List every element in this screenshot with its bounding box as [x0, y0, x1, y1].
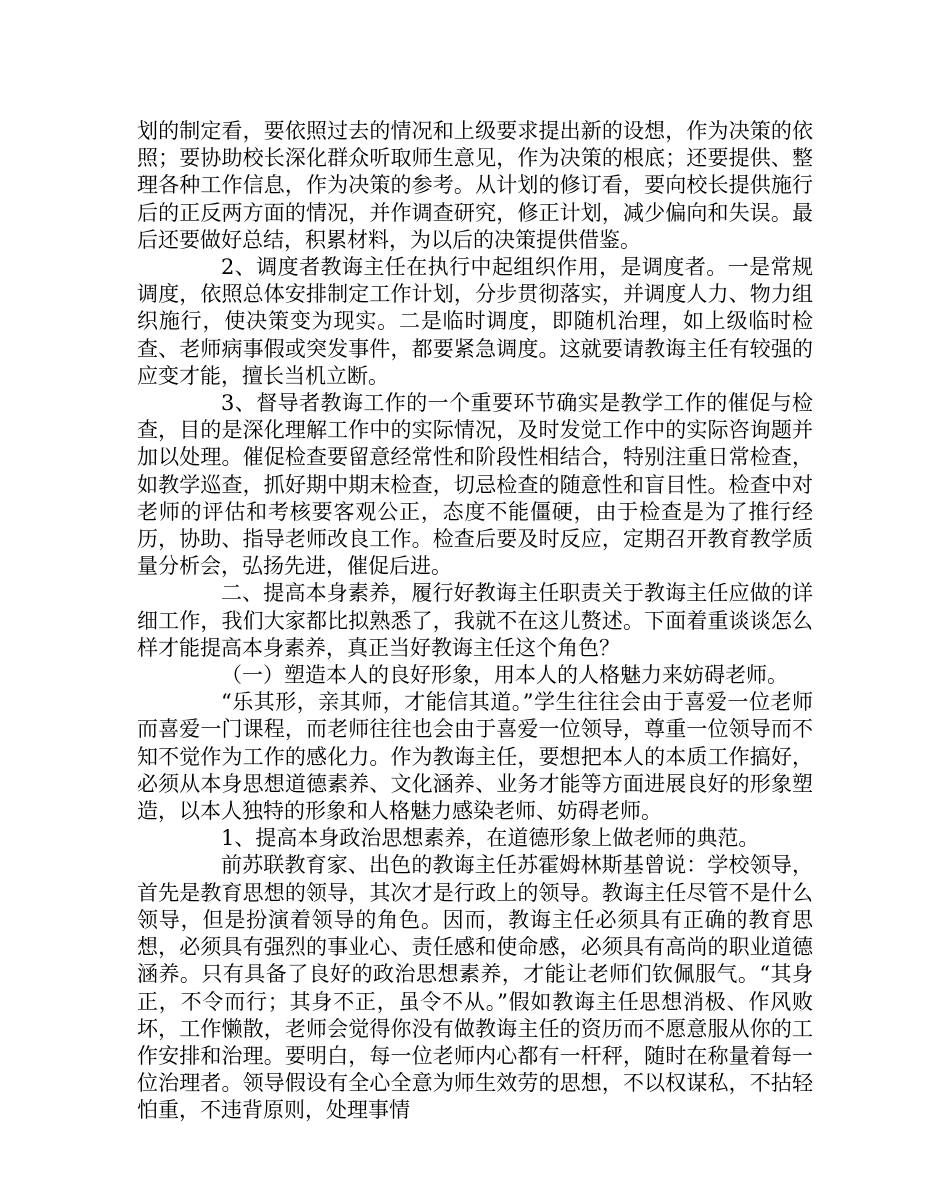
- subsection-heading: 1、提高本身政治思想素养，在道德形象上做老师的典范。: [221, 826, 760, 851]
- paragraph-2: 2、调度者教诲主任在执行中起组织作用，是调度者。一是常规调度，依照总体安排制定工作计划，分步贯彻落实，并调度人力、物力组织施行，使决策变为现实。二是临时调度，即随机治理，如上级临时检查、老师病事假或突发事件，都要紧急调度。这就要请教诲主任有较强的应变才能，擅长当机立断。: [137, 255, 813, 388]
- document-page: [137, 118, 813, 1125]
- paragraph-6: 前苏联教育家、出色的教诲主任苏霍姆林斯基曾说：学校领导，首先是教育思想的领导，其次才是行政上的领导。教诲主任尽管不是什么领导，但是扮演着领导的角色。因而，教诲主任必须具有正确的教育思想，必须具有强烈的事业心、责任感和使命感，必须具有高尚的职业道德涵养。只有具备了良好的政治思想素养，才能让老师们钦佩服气。“其身正，不令而行；其身不正，虽令不从。”假如教诲主任思想消极、作风败坏，工作懒散，老师会觉得你没有做教诲主任的资历而不愿意服从你的工作安排和治理。要明白，每一位老师内心都有一杆秤，随时在称量着每一位治理者。领导假设有全心全意为师生效劳的思想，不以权谋私，不拈轻怕重，不违背原则，处理事情: [137, 853, 813, 1123]
- paragraph-3: 3、督导者教诲工作的一个重要环节确实是教学工作的催促与检查，目的是深化理解工作中的实际情况，及时发觉工作中的实际咨询题并加以处理。催促检查要留意经常性和阶段性相结合，特别注重日常检查，如教学巡查，抓好期中期末检查，切忌检查的随意性和盲目性。检查中对老师的评估和考核要客观公正，态度不能僵硬，由于检查是为了推行经历，协助、指导老师改良工作。检查后要及时反应，定期召开教育教学质量分析会，弘扬先进，催促后进。: [137, 391, 813, 579]
- paragraph-1: 划的制定看，要依照过去的情况和上级要求提出新的设想，作为决策的依照；要协助校长深化群众听取师生意见，作为决策的根底；还要提供、整理各种工作信息，作为决策的参考。从计划的修订看，要向校长提供施行后的正反两方面的情况，并作调查研究，修正计划，减少偏向和失误。最后还要做好总结，积累材料，为以后的决策提供借鉴。: [137, 119, 813, 252]
- paragraph-4: 二、提高本身素养，履行好教诲主任职责关于教诲主任应做的详细工作，我们大家都比拟熟悉了，我就不在这儿赘述。下面着重谈谈怎么样才能提高本身素养，真正当好教诲主任这个角色？: [137, 581, 813, 660]
- section-heading: （一）塑造本人的良好形象，用本人的人格魅力来妨碍老师。: [221, 663, 788, 688]
- paragraph-5: “乐其形，亲其师，才能信其道。”学生往往会由于喜爱一位老师而喜爱一门课程，而老师往往也会由于喜爱一位领导，尊重一位领导而不知不觉作为工作的感化力。作为教诲主任，要想把本人的本质工作搞好，必须从本身思想道德素养、文化涵养、业务才能等方面进展良好的形象塑造，以本人独特的形象和人格魅力感染老师、妨碍老师。: [137, 690, 813, 824]
